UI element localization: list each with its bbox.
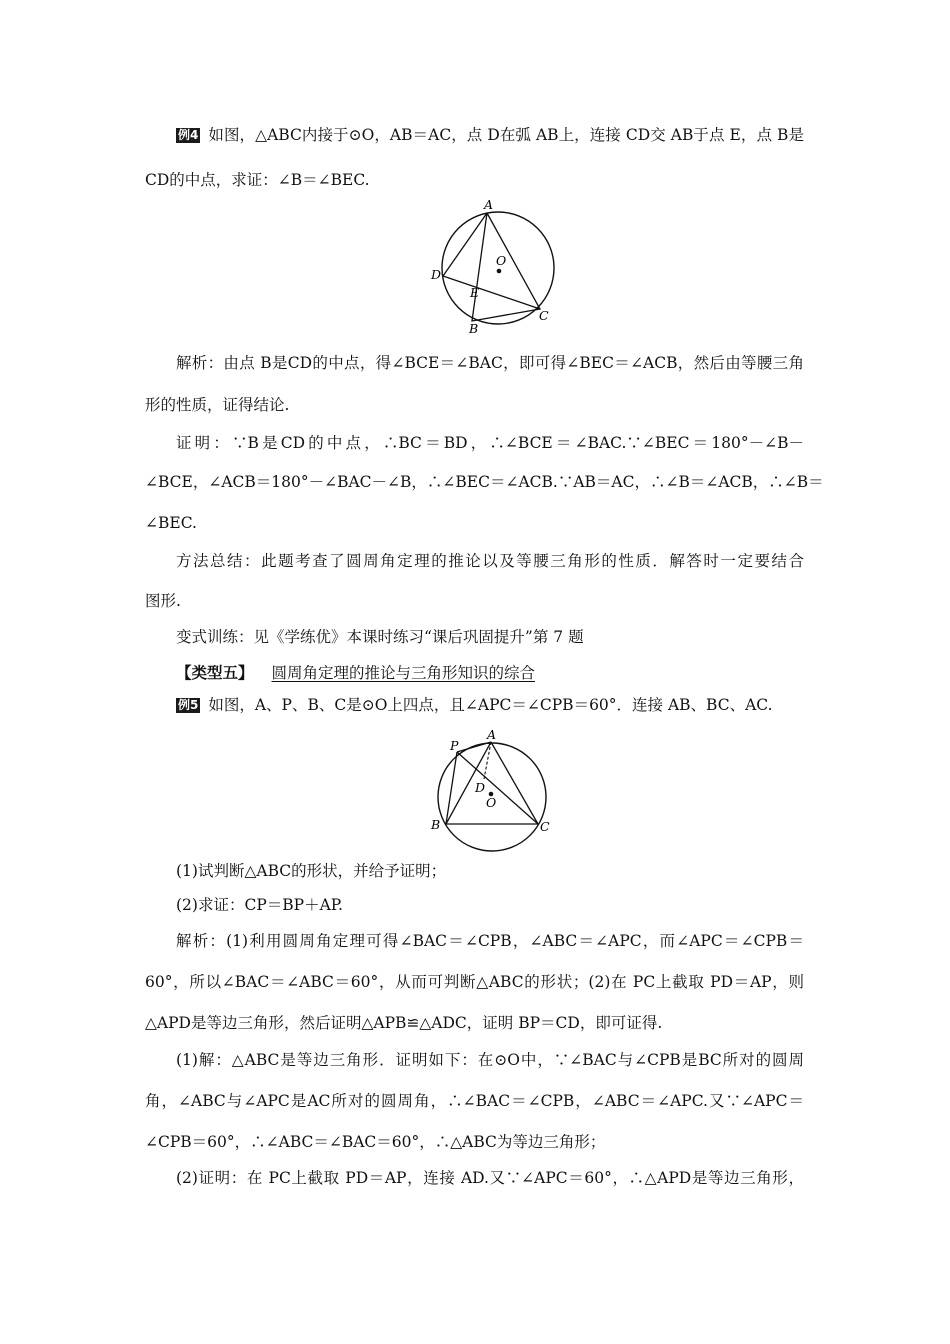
example4-analysis-line1: 解析：由点 B是CD的中点，得∠BCE＝∠BAC，即可得∠BEC＝∠ACB，然后由等腰三角 bbox=[176, 354, 804, 372]
example4-summary-line2: 图形. bbox=[145, 592, 181, 610]
example5-question1: (1)试判断△ABC的形状，并给予证明； bbox=[176, 862, 447, 880]
type5-heading bbox=[176, 662, 950, 684]
label-D: D bbox=[431, 267, 442, 282]
label-C: C bbox=[539, 308, 549, 323]
example5-analysis-line1: 解析：(1)利用圆周角定理可得∠BAC＝∠CPB，∠ABC＝∠APC，而∠APC＝∠CPB＝ bbox=[176, 932, 804, 950]
example4-training: 变式训练：见《学练优》本课时练习“课后巩固提升”第 7 题 bbox=[176, 628, 584, 646]
example4-analysis-line2: 形的性质，证得结论. bbox=[145, 396, 290, 414]
label-O: O bbox=[486, 795, 497, 810]
label-D: D bbox=[475, 780, 486, 795]
example4-summary-line1: 方法总结：此题考查了圆周角定理的推论以及等腰三角形的性质．解答时一定要结合 bbox=[176, 552, 804, 570]
example4-badge: 例4 bbox=[178, 128, 199, 142]
type5-label: 【类型五】 bbox=[176, 664, 254, 682]
example5-analysis-line3: △APD是等边三角形，然后证明△APB≌△ADC，证明 BP＝CD，即可证得. bbox=[145, 1014, 663, 1032]
label-C: C bbox=[540, 819, 550, 834]
label-P: P bbox=[450, 738, 459, 753]
example4-proof-line2: ∠BCE，∠ACB＝180°－∠BAC－∠B，∴∠BEC＝∠ACB.∵AB＝AC，∴∠B＝∠ACB，∴∠B＝ bbox=[145, 473, 824, 491]
example5-analysis-line2: 60°，所以∠BAC＝∠ABC＝60°，从而可判断△ABC的形状；(2)在 PC上截取 PD＝AP，则 bbox=[145, 973, 804, 991]
label-B: B bbox=[469, 321, 479, 336]
example5-question2: (2)求证：CP＝BP＋AP. bbox=[176, 896, 343, 914]
example4-statement-line2: CD的中点，求证：∠B＝∠BEC. bbox=[145, 171, 370, 189]
example5-badge: 例5 bbox=[178, 698, 199, 712]
type5-title: 圆周角定理的推论与三角形知识的综合 bbox=[271, 664, 536, 682]
example5-solution2-line1: (2)证明：在 PC上截取 PD＝AP，连接 AD.又∵∠APC＝60°，∴△APD是等边三角形， bbox=[176, 1169, 804, 1187]
example4-proof-line3: ∠BEC. bbox=[145, 514, 197, 532]
label-A: A bbox=[487, 728, 497, 742]
example5-solution1-line1: (1)解：△ABC是等边三角形．证明如下：在⊙O中，∵∠BAC与∠CPB是BC所对的圆周 bbox=[176, 1051, 804, 1069]
label-O: O bbox=[496, 253, 507, 268]
label-A: A bbox=[484, 197, 494, 212]
example5-solution1-line2: 角，∠ABC与∠APC是AC所对的圆周角，∴∠BAC＝∠CPB，∠ABC＝∠APC.又∵∠APC＝ bbox=[145, 1092, 804, 1110]
label-E: E bbox=[470, 285, 480, 300]
example5-text: 如图，A、P、B、C是⊙O上四点，且∠APC＝∠CPB＝60°．连接 AB、BC、AC. bbox=[208, 696, 773, 714]
example4-text-line1: 如图，△ABC内接于⊙O，AB＝AC，点 D在弧 AB上，连接 CD交 AB于点 E，点 B是 bbox=[208, 126, 804, 144]
example4-statement-line1 bbox=[176, 124, 804, 146]
example5-solution1-line3: ∠CPB＝60°，∴∠ABC＝∠BAC＝60°，∴△ABC为等边三角形； bbox=[145, 1133, 606, 1151]
example5-statement bbox=[176, 694, 950, 716]
example4-proof-line1: 证明：∵B是CD的中点，∴BC＝BD，∴∠BCE＝∠BAC.∵∠BEC＝180°－∠B－ bbox=[176, 434, 804, 452]
label-B: B bbox=[431, 817, 441, 832]
figure-example5 bbox=[424, 728, 564, 853]
figure-example4 bbox=[424, 197, 564, 337]
